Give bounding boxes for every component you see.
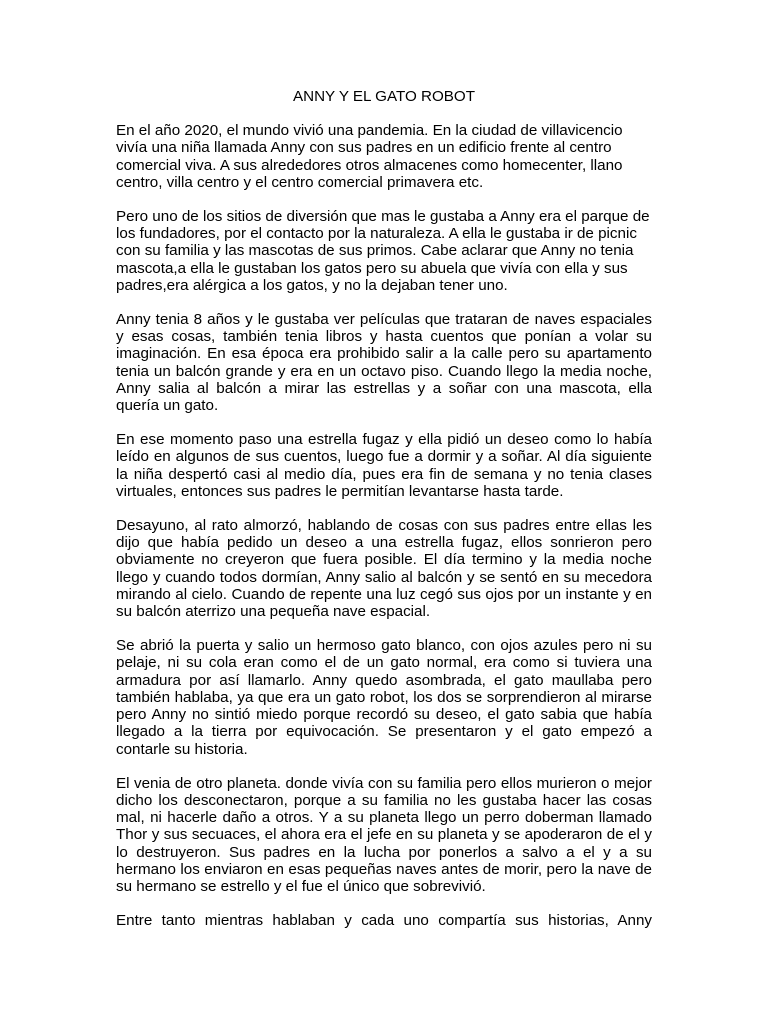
paragraph-1: En el año 2020, el mundo vivió una pandemia. En la ciudad de villavicencio vivía una niña llamada Anny con sus padres en un edificio frente al centro comercial viva. A sus alrededores otros almacenes como homecenter, llano centro, villa centro y el centro comercial primavera etc. <box>116 122 623 191</box>
paragraph-7: El venia de otro planeta. donde vivía con su familia pero ellos murieron o mejor dicho los desconectaron, porque a su familia no les gustaba hacer las cosas mal, ni hacerle daño a otros. Y a su planeta llego un perro doberman llamado Thor y sus secuaces, el ahora era el jefe en su planeta y se apoderaron de el y lo destruyeron. Sus padres en la lucha por ponerlos a salvo a el y a su hermano los enviaron en esas pequeñas naves antes de morir, pero la nave de su hermano se estrello y el fue el único que sobrevivió. <box>116 774 652 895</box>
document-body <box>116 88 652 946</box>
paragraph-2: Pero uno de los sitios de diversión que mas le gustaba a Anny era el parque de los fundadores, por el contacto por la naturaleza. A ella le gustaba ir de picnic con su familia y las mascotas de sus primos. Cabe aclarar que Anny no tenia mascota,a ella le gustaban los gatos pero su abuela que vivía con ella y sus padres,era alérgica a los gatos, y no la dejaban tener uno. <box>116 208 650 294</box>
paragraph-6: Se abrió la puerta y salio un hermoso gato blanco, con ojos azules pero ni su pelaje, ni su cola eran como el de un gato normal, era como si tuviera una armadura por así llamarlo. Anny quedo asombrada, el gato maullaba pero también hablaba, ya que era un gato robot, los dos se sorprendieron al mirarse pero Anny no sintió miedo porque recordó su deseo, el gato sabia que había llegado a la tierra por equivocación. Se presentaron y el gato empezó a contarle su historia. <box>116 637 652 758</box>
paragraph-4: En ese momento paso una estrella fugaz y ella pidió un deseo como lo había leído en algunos de sus cuentos, luego fue a dormir y a soñar. Al día siguiente la niña despertó casi al medio día, pues era fin de semana y no tenia clases virtuales, entonces sus padres le permitían levantarse hasta tarde. <box>116 431 652 500</box>
paragraph-5: Desayuno, al rato almorzó, hablando de cosas con sus padres entre ellas les dijo que había pedido un deseo a una estrella fugaz, ellos sonrieron pero obviamente no creyeron que fuera posible. El día termino y la media noche llego y cuando todos dormían, Anny salio al balcón y se sentó en su mecedora mirando al cielo. Cuando de repente una luz cegó sus ojos por un instante y en su balcón aterrizo una pequeña nave espacial. <box>116 517 652 621</box>
paragraph-3: Anny tenia 8 años y le gustaba ver películas que trataran de naves espaciales y esas cosas, también tenia libros y hasta cuentos que ponían a volar su imaginación. En esa época era prohibido salir a la calle pero su apartamento tenia un balcón grande y era en un octavo piso. Cuando llego la media noche, Anny salia al balcón a mirar las estrellas y a soñar con una mascota, ella quería un gato. <box>116 311 652 415</box>
paragraph-8: Entre tanto mientras hablaban y cada uno compartía sus historias, Anny <box>116 912 652 930</box>
document-title: ANNY Y EL GATO ROBOT <box>292 88 476 105</box>
